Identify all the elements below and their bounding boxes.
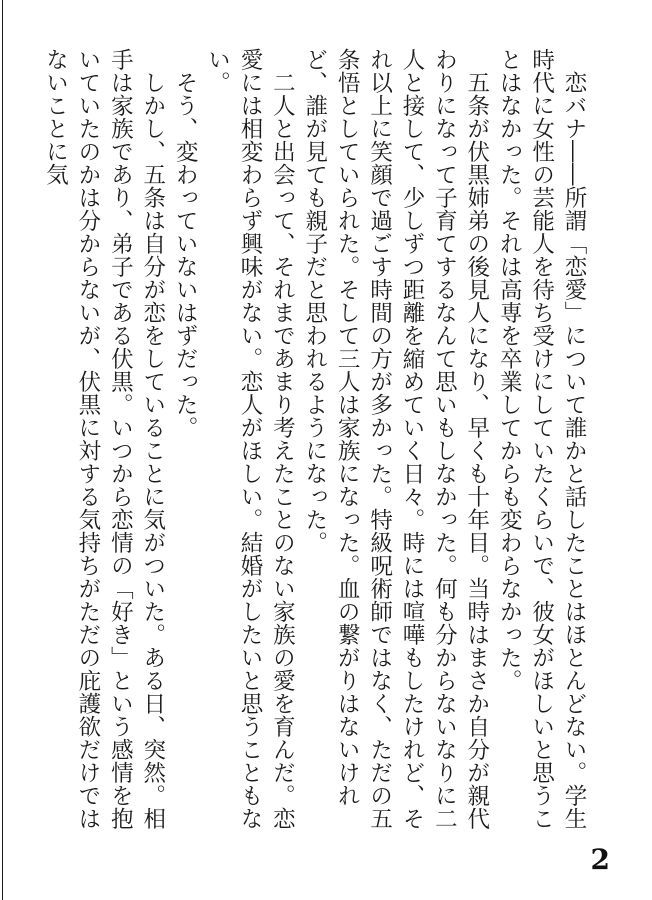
page-number: 2 — [590, 843, 610, 876]
paragraph-4: そう、変わっていないはずだった。 — [172, 70, 199, 439]
paragraph-1: 恋バナ――所謂「恋愛」について誰かと話したことはほとんどない。学生時代に女性の芸能人を待ち受けにしていたくらいで、彼女がほしいと思うことはなかった。それは高専を卒業してからも変わらなかった。 — [496, 48, 587, 830]
paragraph-5: しかし、五条は自分が恋をしていることに気がついた。ある日、突然。相手は家族であり、弟子である伏黒。いつから恋情の「好き」という感情を抱いていたのかは分からないが、伏黒に対する気持ちがただの庇護欲だけではないことに気 — [42, 48, 166, 830]
paragraph-2: 五条が伏黒姉弟の後見人になり、早くも十年目。当時はまさか自分が親代わりになって子育てするなんて思いもしなかった。何も分からないなりに二人と接して、少しずつ距離を縮めていく日々。時には喧嘩もしたけれど、それ以上に笑顔で過ごす時間の方が多かった。特級呪術師ではなく、ただの五条悟としていられた。そして三人は家族になった。血の繋がりはないけれど、誰が見ても親子だと思われるようになった。 — [301, 48, 490, 830]
vertical-text-body — [42, 48, 590, 848]
paragraph-3: 二人と出会って、それまであまり考えたことのない家族の愛を育んだ。恋愛には相変わらず興味がない。恋人がほしい。結婚がしたいと思うこともない。 — [204, 48, 296, 830]
page-edge-line — [2, 0, 3, 900]
